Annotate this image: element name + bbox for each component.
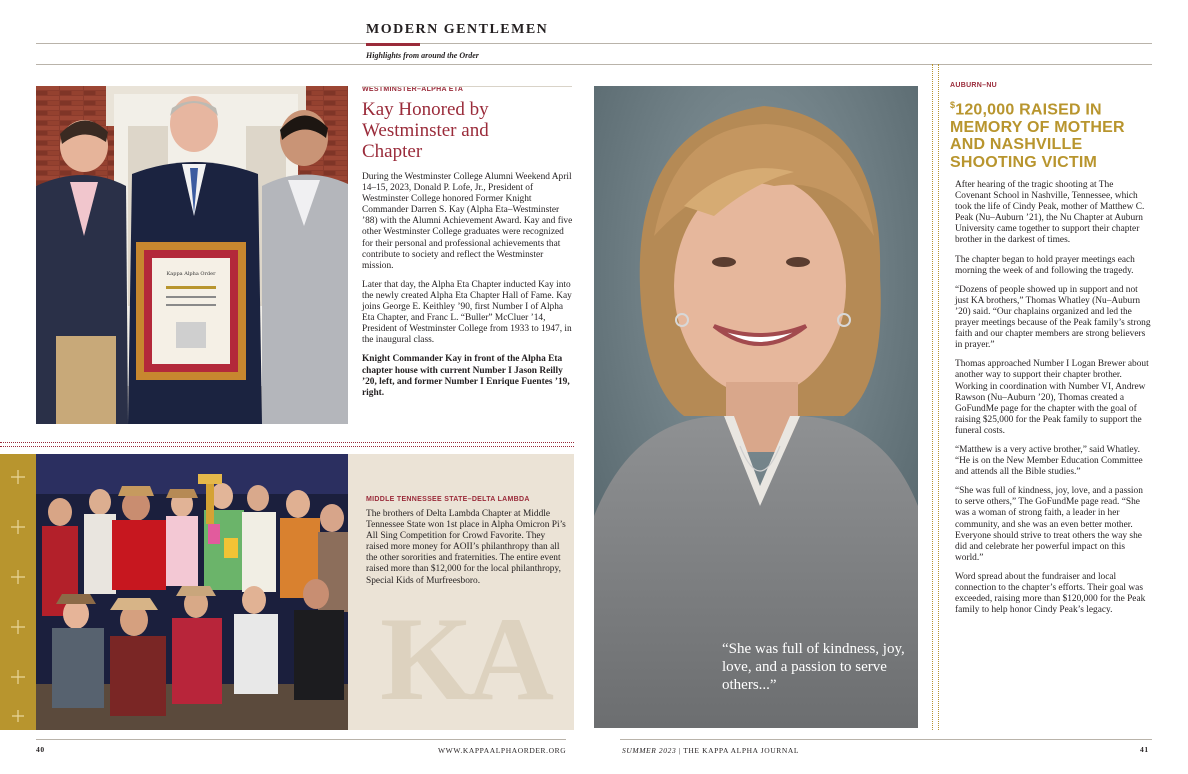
auburn-headline [950,97,1150,171]
cindy-peak-portrait [594,86,918,728]
plaque-title: Kappa Alpha Order [166,271,216,277]
page-number-right: 41 [1140,745,1149,754]
ka-watermark: KA [380,592,548,725]
header-top-rule [36,43,1152,44]
page-number-left: 40 [36,745,45,754]
auburn-paragraph: The chapter began to hold prayer meetings each morning the week of and following the tragedy. [955,254,1135,276]
westminster-top-rule [362,86,572,87]
column-divider-left [938,64,939,730]
westminster-photo [36,86,348,424]
westminster-kicker: WESTMINSTER–ALPHA ETA [362,86,464,93]
auburn-paragraph: “She was full of kindness, joy, love, and a passion to serve others,” The GoFundMe page read. “She was a woman of strong faith, a leader in her community, and she was an even better mother. Everyone should strive to treat others the way she did and celebrate her powerful impact on this world.” [955,486,1143,563]
section-divider [0,442,574,443]
auburn-paragraph: After hearing of the tragic shooting at The Covenant School in Nashville, Tennessee, which took the life of Cindy Peak, mother of Matthew C. Peak (Nu–Auburn ’21), the Nu Chapter at Auburn University came together to support their chapter brother in the darkest of times. [955,180,1145,246]
auburn-paragraph: Thomas approached Number I Logan Brewer about another way to support their chapter brother. Working in coordination with Number VI, Andrew Rawson (Nu–Auburn ’20), Thomas created a GoFundMe page for the chapter with the goal of raising $25,000 for the Peak family to support the funeral costs. [955,359,1149,436]
issue-date: SUMMER 2023 [622,746,677,755]
website-url: WWW.KAPPAALPHAORDER.ORG [438,746,567,755]
header-accent-bar [366,43,420,46]
auburn-paragraph: “Dozens of people showed up in support and not just KA brothers,” Thomas Whatley (Nu–Auburn ’20) said. “Our chaplains organized and led the prayer meetings because of the Peak family’s strong faith and our chapter members are strong believers in prayer.” [955,284,1151,351]
auburn-body [955,180,1151,624]
westminster-body [362,172,574,399]
mtsu-kicker: MIDDLE TENNESSEE STATE–DELTA LAMBDA [366,496,530,503]
westminster-paragraph: During the Westminster College Alumni Weekend April 14–15, 2023, Donald P. Lofe, Jr., President of Westminster College honored Former Knight Commander Darren S. Kay (Alpha Eta–Westminster ’88) with the Alumni Achievement Award. Kay and five other Westminster College graduates were recognized for their personal and professional achievements that contribute to society and reflect the Westminster mission. [362,172,573,271]
section-title: MODERN GENTLEMEN [366,22,549,37]
auburn-headline-text: 120,000 RAISED IN MEMORY OF MOTHER AND NASHVILLE SHOOTING VICTIM [950,101,1125,171]
pull-quote: “She was full of kindness, joy, love, and a passion to serve others...” [722,641,905,693]
header-bottom-rule [36,64,1152,65]
auburn-headline-dollar: $ [950,100,956,110]
column-divider-left [932,64,933,730]
footer-rule-right [620,739,1152,740]
journal-name: THE KAPPA ALPHA JOURNAL [683,746,800,755]
westminster-paragraph: Later that day, the Alpha Eta Chapter inducted Kay into the newly created Alpha Eta Chapter Hall of Fame. Kay joins George E. Keithley ’90, first Number I of Alpha Eta Chapter, and Franc L. “Buller” McCluer ’14, President of Westminster College from 1933 to 1947, in the inaugural class. [362,279,572,346]
mtsu-body: The brothers of Delta Lambda Chapter at Middle Tennessee State won 1st place in Alpha Omicron Pi’s All Sing Competition for Crowd Favorite. They raised more money for AOII’s philanthropy than all the other sororities and fraternities. The entire event raised more than $12,000 for the local philanthropy, Special Kids of Murfreesboro. [366,509,566,586]
mtsu-group-photo [36,454,348,730]
westminster-headline: Kay Honored by Westminster and Chapter [362,99,489,162]
auburn-paragraph: “Matthew is a very active brother,” said Whatley. “He is on the New Member Education Committee and attends all the Bible studies.” [955,444,1143,478]
section-subtitle: Highlights from around the Order [366,51,479,60]
gold-ornament-strip [0,454,36,730]
auburn-kicker: AUBURN–NU [950,82,998,89]
section-divider [0,446,574,447]
westminster-caption: Knight Commander Kay in front of the Alpha Eta chapter house with current Number I Jason Reilly ’20, left, and former Number I Enrique Fuentes ’19, right. [362,354,570,398]
auburn-paragraph: Word spread about the fundraiser and local connection to the chapter’s efforts. Their goal was exceeded, raising more than $120,000 for the Peak family to help honor Cindy Peak’s legacy. [955,571,1146,616]
footer-rule-left [36,739,566,740]
issue-line: SUMMER 2023 | THE KAPPA ALPHA JOURNAL [622,746,800,755]
